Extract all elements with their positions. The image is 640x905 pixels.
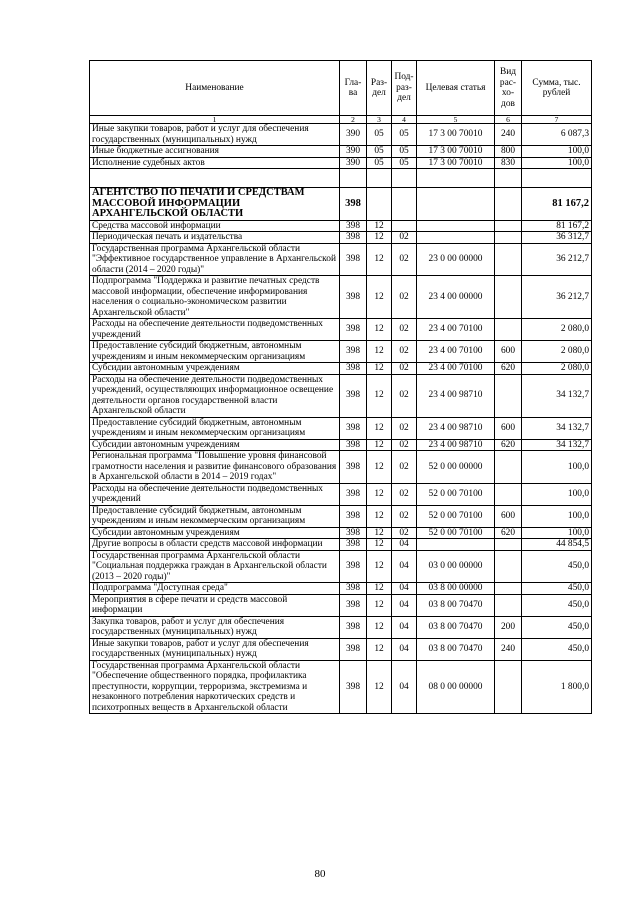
cell-sum: 100,0 bbox=[522, 527, 592, 539]
cell-vid bbox=[495, 539, 522, 551]
cell-sum: 6 087,3 bbox=[522, 124, 592, 146]
cell-vid: 830 bbox=[495, 157, 522, 169]
cell-podrazdel bbox=[392, 220, 417, 232]
cell-name: Расходы на обеспечение деятельности подведомственных учреждений bbox=[90, 483, 340, 505]
table-body bbox=[90, 124, 592, 714]
cell-sum: 36 212,7 bbox=[522, 276, 592, 319]
cell-razdel: 12 bbox=[367, 341, 392, 363]
cell-name: Иные закупки товаров, работ и услуг для обеспечения государственных (муниципальных) нужд bbox=[90, 638, 340, 660]
table-row bbox=[90, 594, 592, 616]
cell-glava: 390 bbox=[340, 146, 367, 158]
cell-vid bbox=[495, 451, 522, 484]
cell-podrazdel: 04 bbox=[392, 583, 417, 595]
header-podrazdel: Под-раз-дел bbox=[392, 61, 417, 116]
cell-razdel: 12 bbox=[367, 638, 392, 660]
cell-name: Иные закупки товаров, работ и услуг для обеспечения государственных (муниципальных) нужд bbox=[90, 124, 340, 146]
cell-razdel: 05 bbox=[367, 146, 392, 158]
cell-target: 08 0 00 00000 bbox=[417, 660, 495, 714]
cell-name: Средства массовой информации bbox=[90, 220, 340, 232]
cell-name: Предоставление субсидий бюджетным, автономным учреждениям и иным некоммерческим организациям bbox=[90, 417, 340, 439]
cell-sum: 450,0 bbox=[522, 638, 592, 660]
cell-razdel bbox=[367, 188, 392, 221]
cell-target bbox=[417, 188, 495, 221]
cell-vid bbox=[495, 550, 522, 583]
cell-sum: 34 132,7 bbox=[522, 439, 592, 451]
cell-name: Расходы на обеспечение деятельности подведомственных учреждений, осуществляющих информационное освещение деятельности органов государственной власти Архангельской области bbox=[90, 374, 340, 417]
cell-sum: 450,0 bbox=[522, 550, 592, 583]
cell-target: 03 8 00 70470 bbox=[417, 638, 495, 660]
cell-sum: 100,0 bbox=[522, 483, 592, 505]
cell-name: Мероприятия в сфере печати и средств массовой информации bbox=[90, 594, 340, 616]
table-row bbox=[90, 505, 592, 527]
header-razdel: Раз-дел bbox=[367, 61, 392, 116]
column-number: 6 bbox=[495, 116, 522, 124]
cell-name: Предоставление субсидий бюджетным, автономным учреждениям и иным некоммерческим организациям bbox=[90, 341, 340, 363]
spacer-cell bbox=[392, 169, 417, 188]
cell-podrazdel: 02 bbox=[392, 451, 417, 484]
cell-vid: 240 bbox=[495, 124, 522, 146]
cell-sum: 1 800,0 bbox=[522, 660, 592, 714]
cell-name: Предоставление субсидий бюджетным, автономным учреждениям и иным некоммерческим организациям bbox=[90, 505, 340, 527]
header-name: Наименование bbox=[90, 61, 340, 116]
cell-razdel: 12 bbox=[367, 505, 392, 527]
table-row bbox=[90, 638, 592, 660]
cell-vid bbox=[495, 188, 522, 221]
cell-name: Субсидии автономным учреждениям bbox=[90, 439, 340, 451]
cell-glava: 398 bbox=[340, 276, 367, 319]
table-row bbox=[90, 417, 592, 439]
column-number: 1 bbox=[90, 116, 340, 124]
table-row bbox=[90, 146, 592, 158]
cell-target: 03 8 00 70470 bbox=[417, 616, 495, 638]
cell-target: 23 4 00 98710 bbox=[417, 417, 495, 439]
table-row bbox=[90, 319, 592, 341]
cell-razdel: 12 bbox=[367, 363, 392, 375]
cell-name: Закупка товаров, работ и услуг для обеспечения государственных (муниципальных) нужд bbox=[90, 616, 340, 638]
cell-podrazdel: 04 bbox=[392, 594, 417, 616]
cell-razdel: 12 bbox=[367, 483, 392, 505]
cell-podrazdel: 02 bbox=[392, 319, 417, 341]
cell-razdel: 12 bbox=[367, 276, 392, 319]
cell-podrazdel: 02 bbox=[392, 505, 417, 527]
cell-podrazdel: 04 bbox=[392, 616, 417, 638]
cell-glava: 398 bbox=[340, 417, 367, 439]
cell-razdel: 12 bbox=[367, 319, 392, 341]
cell-target: 03 8 00 00000 bbox=[417, 583, 495, 595]
cell-sum: 2 080,0 bbox=[522, 319, 592, 341]
cell-glava: 398 bbox=[340, 660, 367, 714]
table-row bbox=[90, 188, 592, 221]
cell-vid: 600 bbox=[495, 417, 522, 439]
cell-glava: 398 bbox=[340, 243, 367, 276]
cell-vid: 620 bbox=[495, 363, 522, 375]
cell-sum: 2 080,0 bbox=[522, 341, 592, 363]
cell-sum: 100,0 bbox=[522, 157, 592, 169]
cell-podrazdel: 05 bbox=[392, 124, 417, 146]
cell-target bbox=[417, 539, 495, 551]
cell-glava: 398 bbox=[340, 539, 367, 551]
table-row bbox=[90, 451, 592, 484]
table-row bbox=[90, 220, 592, 232]
cell-podrazdel: 04 bbox=[392, 660, 417, 714]
cell-vid: 200 bbox=[495, 616, 522, 638]
cell-target: 23 4 00 98710 bbox=[417, 374, 495, 417]
cell-podrazdel: 04 bbox=[392, 539, 417, 551]
cell-podrazdel: 02 bbox=[392, 276, 417, 319]
table-row bbox=[90, 527, 592, 539]
cell-sum: 34 132,7 bbox=[522, 374, 592, 417]
cell-vid bbox=[495, 374, 522, 417]
cell-glava: 390 bbox=[340, 124, 367, 146]
cell-target: 52 0 00 70100 bbox=[417, 527, 495, 539]
cell-vid: 620 bbox=[495, 527, 522, 539]
cell-glava: 398 bbox=[340, 439, 367, 451]
cell-sum: 100,0 bbox=[522, 146, 592, 158]
spacer-cell bbox=[90, 169, 340, 188]
cell-razdel: 12 bbox=[367, 550, 392, 583]
cell-vid: 620 bbox=[495, 439, 522, 451]
cell-vid bbox=[495, 483, 522, 505]
cell-glava: 398 bbox=[340, 363, 367, 375]
cell-razdel: 12 bbox=[367, 439, 392, 451]
table-row bbox=[90, 550, 592, 583]
cell-target: 52 0 00 70100 bbox=[417, 483, 495, 505]
cell-target: 52 0 00 70100 bbox=[417, 505, 495, 527]
cell-target: 23 4 00 70100 bbox=[417, 319, 495, 341]
cell-name: Субсидии автономным учреждениям bbox=[90, 363, 340, 375]
cell-sum: 34 132,7 bbox=[522, 417, 592, 439]
cell-name: Расходы на обеспечение деятельности подведомственных учреждений bbox=[90, 319, 340, 341]
cell-vid: 240 bbox=[495, 638, 522, 660]
cell-vid bbox=[495, 594, 522, 616]
cell-glava: 398 bbox=[340, 188, 367, 221]
cell-razdel: 12 bbox=[367, 374, 392, 417]
cell-glava: 390 bbox=[340, 157, 367, 169]
spacer-cell bbox=[495, 169, 522, 188]
cell-podrazdel: 02 bbox=[392, 374, 417, 417]
cell-sum: 450,0 bbox=[522, 583, 592, 595]
page-number: 80 bbox=[314, 868, 326, 880]
cell-name: Субсидии автономным учреждениям bbox=[90, 527, 340, 539]
cell-glava: 398 bbox=[340, 616, 367, 638]
cell-target bbox=[417, 220, 495, 232]
cell-sum: 36 312,7 bbox=[522, 232, 592, 244]
cell-vid bbox=[495, 276, 522, 319]
cell-vid bbox=[495, 660, 522, 714]
cell-target: 52 0 00 00000 bbox=[417, 451, 495, 484]
cell-glava: 398 bbox=[340, 505, 367, 527]
spacer-row bbox=[90, 169, 592, 188]
cell-podrazdel: 05 bbox=[392, 146, 417, 158]
cell-vid: 600 bbox=[495, 341, 522, 363]
column-number: 7 bbox=[522, 116, 592, 124]
cell-sum: 450,0 bbox=[522, 616, 592, 638]
cell-name: АГЕНТСТВО ПО ПЕЧАТИ И СРЕДСТВАМ МАССОВОЙ ИНФОРМАЦИИ АРХАНГЕЛЬСКОЙ ОБЛАСТИ bbox=[90, 188, 340, 221]
cell-razdel: 05 bbox=[367, 157, 392, 169]
cell-target: 17 3 00 70010 bbox=[417, 146, 495, 158]
table-row bbox=[90, 539, 592, 551]
cell-razdel: 05 bbox=[367, 124, 392, 146]
column-number-row bbox=[90, 116, 592, 124]
cell-target: 23 4 00 00000 bbox=[417, 276, 495, 319]
cell-glava: 398 bbox=[340, 232, 367, 244]
header-vid: Вид рас-хо-дов bbox=[495, 61, 522, 116]
cell-vid: 800 bbox=[495, 146, 522, 158]
cell-glava: 398 bbox=[340, 638, 367, 660]
cell-target: 23 0 00 00000 bbox=[417, 243, 495, 276]
header-sum: Сумма, тыс. рублей bbox=[522, 61, 592, 116]
cell-podrazdel: 02 bbox=[392, 243, 417, 276]
column-number: 5 bbox=[417, 116, 495, 124]
table-row bbox=[90, 276, 592, 319]
table-row bbox=[90, 616, 592, 638]
cell-vid bbox=[495, 319, 522, 341]
cell-razdel: 12 bbox=[367, 232, 392, 244]
cell-razdel: 12 bbox=[367, 451, 392, 484]
cell-target: 23 4 00 98710 bbox=[417, 439, 495, 451]
cell-vid bbox=[495, 583, 522, 595]
spacer-cell bbox=[417, 169, 495, 188]
cell-target: 23 4 00 70100 bbox=[417, 341, 495, 363]
table-row bbox=[90, 583, 592, 595]
budget-table bbox=[89, 60, 592, 714]
cell-podrazdel: 05 bbox=[392, 157, 417, 169]
cell-glava: 398 bbox=[340, 550, 367, 583]
table-row bbox=[90, 660, 592, 714]
cell-name: Иные бюджетные ассигнования bbox=[90, 146, 340, 158]
table-row bbox=[90, 363, 592, 375]
cell-target: 17 3 00 70010 bbox=[417, 124, 495, 146]
cell-name: Периодическая печать и издательства bbox=[90, 232, 340, 244]
header-glava: Гла-ва bbox=[340, 61, 367, 116]
cell-glava: 398 bbox=[340, 451, 367, 484]
cell-name: Региональная программа "Повышение уровня финансовой грамотности населения и развитие финансового образования в Архангельской области в 2014 – 2019 годах" bbox=[90, 451, 340, 484]
cell-podrazdel: 02 bbox=[392, 341, 417, 363]
cell-target: 03 8 00 70470 bbox=[417, 594, 495, 616]
cell-glava: 398 bbox=[340, 319, 367, 341]
cell-name: Подпрограмма "Поддержка и развитие печатных средств массовой информации, обеспечение информирования населения о социально-экономическом развитии Архангельской области" bbox=[90, 276, 340, 319]
cell-name: Государственная программа Архангельской области "Социальная поддержка граждан в Архангельской области (2013 – 2020 годы)" bbox=[90, 550, 340, 583]
cell-podrazdel: 02 bbox=[392, 417, 417, 439]
column-number: 3 bbox=[367, 116, 392, 124]
cell-razdel: 12 bbox=[367, 243, 392, 276]
table-row bbox=[90, 374, 592, 417]
cell-glava: 398 bbox=[340, 220, 367, 232]
cell-razdel: 12 bbox=[367, 583, 392, 595]
cell-name: Государственная программа Архангельской области "Эффективное государственное управление в Архангельской области (2014 – 2020 годы)" bbox=[90, 243, 340, 276]
table-header-row bbox=[90, 61, 592, 116]
cell-podrazdel: 04 bbox=[392, 638, 417, 660]
cell-target: 17 3 00 70010 bbox=[417, 157, 495, 169]
cell-vid bbox=[495, 232, 522, 244]
column-number: 2 bbox=[340, 116, 367, 124]
spacer-cell bbox=[522, 169, 592, 188]
cell-razdel: 12 bbox=[367, 616, 392, 638]
cell-vid: 600 bbox=[495, 505, 522, 527]
cell-sum: 81 167,2 bbox=[522, 220, 592, 232]
cell-glava: 398 bbox=[340, 583, 367, 595]
table-row bbox=[90, 341, 592, 363]
cell-podrazdel: 02 bbox=[392, 363, 417, 375]
cell-vid bbox=[495, 243, 522, 276]
cell-sum: 44 854,5 bbox=[522, 539, 592, 551]
table-row bbox=[90, 243, 592, 276]
cell-name: Подпрограмма "Доступная среда" bbox=[90, 583, 340, 595]
cell-razdel: 12 bbox=[367, 220, 392, 232]
cell-name: Другие вопросы в области средств массовой информации bbox=[90, 539, 340, 551]
table-row bbox=[90, 124, 592, 146]
header-target: Целевая статья bbox=[417, 61, 495, 116]
table-row bbox=[90, 483, 592, 505]
table-row bbox=[90, 157, 592, 169]
cell-razdel: 12 bbox=[367, 594, 392, 616]
cell-glava: 398 bbox=[340, 594, 367, 616]
table-row bbox=[90, 439, 592, 451]
cell-razdel: 12 bbox=[367, 417, 392, 439]
cell-razdel: 12 bbox=[367, 660, 392, 714]
column-number: 4 bbox=[392, 116, 417, 124]
cell-sum: 2 080,0 bbox=[522, 363, 592, 375]
cell-name: Государственная программа Архангельской области "Обеспечение общественного порядка, профилактика преступности, коррупции, терроризма, экстремизма и незаконного потребления наркотических средств и психотропных веществ в Архангельской области bbox=[90, 660, 340, 714]
cell-sum: 100,0 bbox=[522, 451, 592, 484]
cell-podrazdel: 02 bbox=[392, 483, 417, 505]
cell-target: 03 0 00 00000 bbox=[417, 550, 495, 583]
cell-glava: 398 bbox=[340, 527, 367, 539]
spacer-cell bbox=[367, 169, 392, 188]
cell-podrazdel: 02 bbox=[392, 232, 417, 244]
spacer-cell bbox=[340, 169, 367, 188]
cell-podrazdel: 02 bbox=[392, 439, 417, 451]
cell-glava: 398 bbox=[340, 341, 367, 363]
cell-podrazdel bbox=[392, 188, 417, 221]
cell-sum: 100,0 bbox=[522, 505, 592, 527]
cell-glava: 398 bbox=[340, 483, 367, 505]
cell-vid bbox=[495, 220, 522, 232]
cell-sum: 450,0 bbox=[522, 594, 592, 616]
table-row bbox=[90, 232, 592, 244]
cell-glava: 398 bbox=[340, 374, 367, 417]
cell-podrazdel: 04 bbox=[392, 550, 417, 583]
cell-target: 23 4 00 70100 bbox=[417, 363, 495, 375]
cell-razdel: 12 bbox=[367, 527, 392, 539]
cell-sum: 81 167,2 bbox=[522, 188, 592, 221]
cell-name: Исполнение судебных актов bbox=[90, 157, 340, 169]
cell-sum: 36 212,7 bbox=[522, 243, 592, 276]
cell-razdel: 12 bbox=[367, 539, 392, 551]
cell-target bbox=[417, 232, 495, 244]
cell-podrazdel: 02 bbox=[392, 527, 417, 539]
